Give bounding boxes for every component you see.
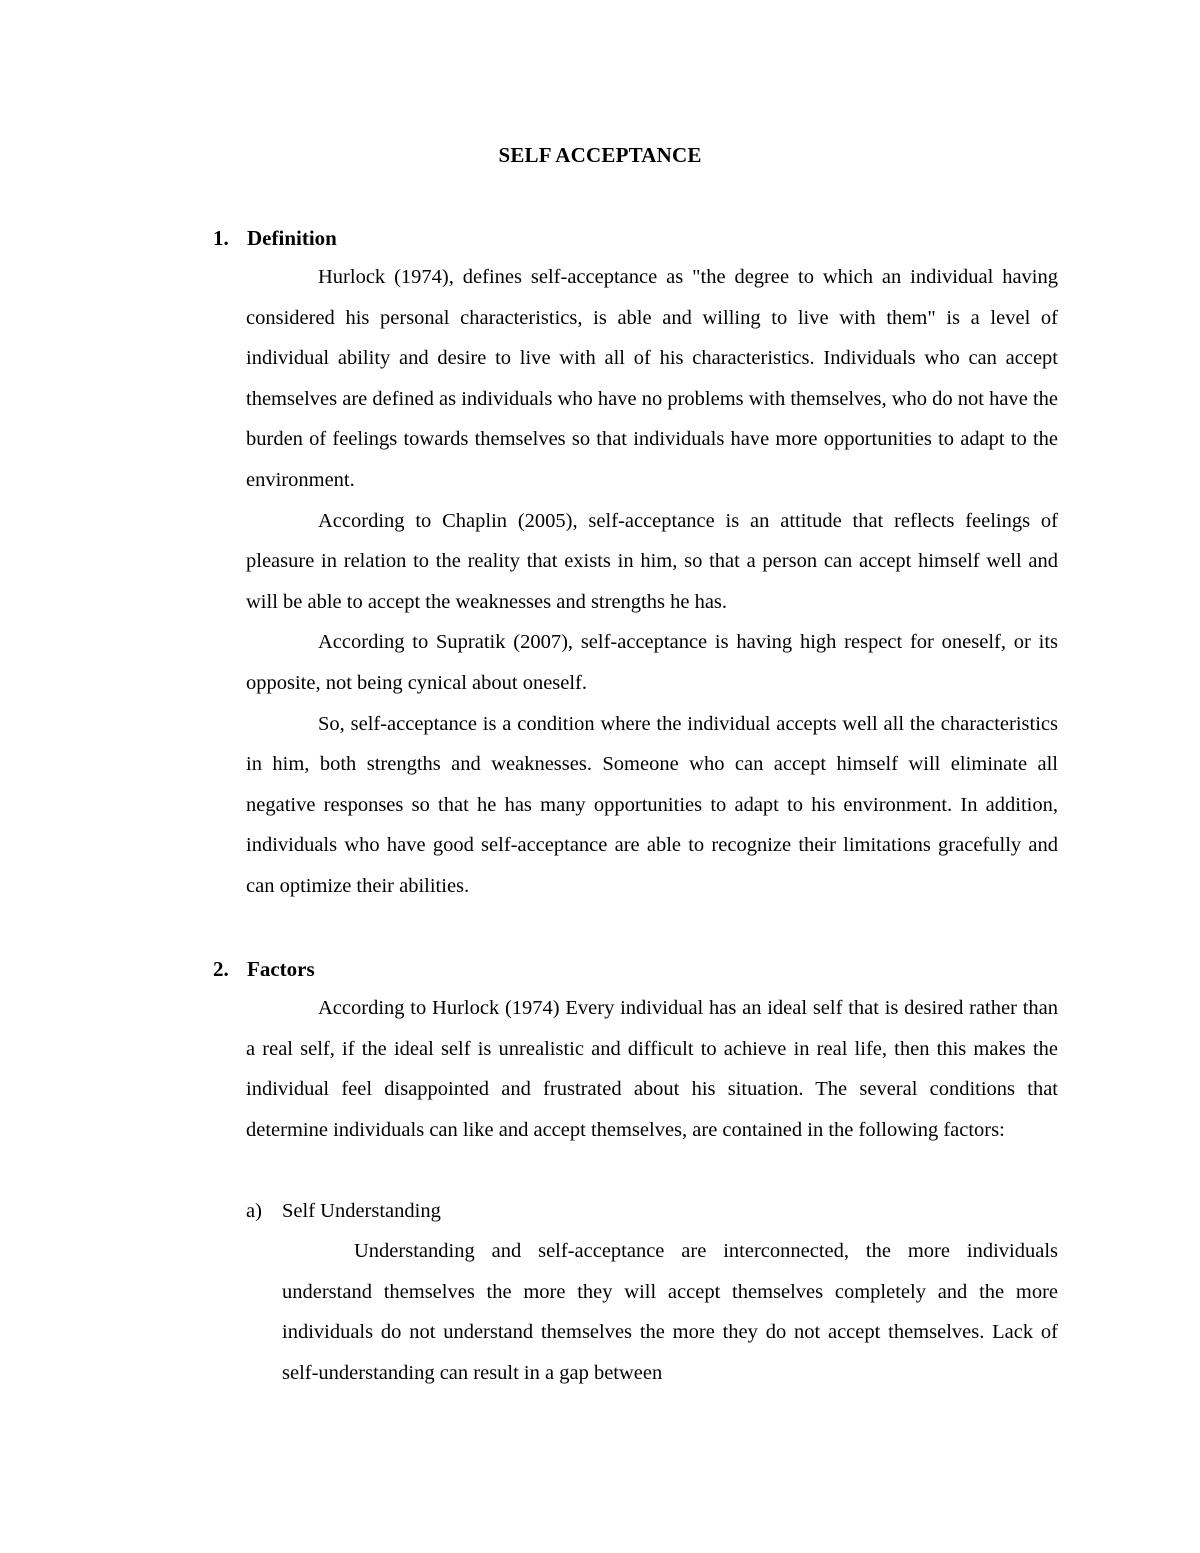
section-title: Factors	[247, 957, 315, 981]
self-understanding-body	[282, 1231, 1058, 1393]
factors-body	[246, 988, 1058, 1150]
paragraph: Hurlock (1974), defines self-acceptance as "the degree to which an individual having considered his personal characteristics, is able and willing to live with them" is a level of individual ability and desire to live with all of his characteristics. Individuals who can accept themselves are defined as individuals who have no problems with themselves, who do not have the burden of feelings towards themselves so that individuals have more opportunities to adapt to the environment.	[246, 266, 1058, 491]
paragraph: Understanding and self-acceptance are interconnected, the more individuals understand themselves the more they will accept themselves completely and the more individuals do not understand themselves the more they do not accept themselves. Lack of self-understanding can result in a gap between	[282, 1240, 1058, 1384]
section-number: 2.	[213, 957, 229, 981]
subsection-letter: a)	[246, 1200, 262, 1222]
section-number: 1.	[213, 226, 229, 250]
paragraph: So, self-acceptance is a condition where the individual accepts well all the characteristics in him, both strengths and weaknesses. Someone who can accept himself will eliminate all negative responses so that he has many opportunities to adapt to his environment. In addition, individuals who have good self-acceptance are able to recognize their limitations gracefully and can optimize their abilities.	[246, 712, 1058, 897]
subsection-title: Self Understanding	[282, 1200, 441, 1222]
section-title: Definition	[247, 226, 337, 250]
section-heading-factors	[213, 957, 315, 982]
paragraph: According to Chaplin (2005), self-acceptance is an attitude that reflects feelings of pleasure in relation to the reality that exists in him, so that a person can accept himself well and will be able to accept the weaknesses and strengths he has.	[246, 509, 1058, 613]
paragraph: According to Supratik (2007), self-acceptance is having high respect for oneself, or its opposite, not being cynical about oneself.	[246, 631, 1058, 694]
section-heading-definition	[213, 226, 337, 251]
subsection-label-self-understanding	[246, 1191, 441, 1232]
definition-body	[246, 257, 1058, 907]
paragraph: According to Hurlock (1974) Every individual has an ideal self that is desired rather than a real self, if the ideal self is unrealistic and difficult to achieve in real life, then this makes the individual feel disappointed and frustrated about his situation. The several conditions that determine individuals can like and accept themselves, are contained in the following factors:	[246, 997, 1058, 1141]
document-title: SELF ACCEPTANCE	[498, 143, 702, 167]
